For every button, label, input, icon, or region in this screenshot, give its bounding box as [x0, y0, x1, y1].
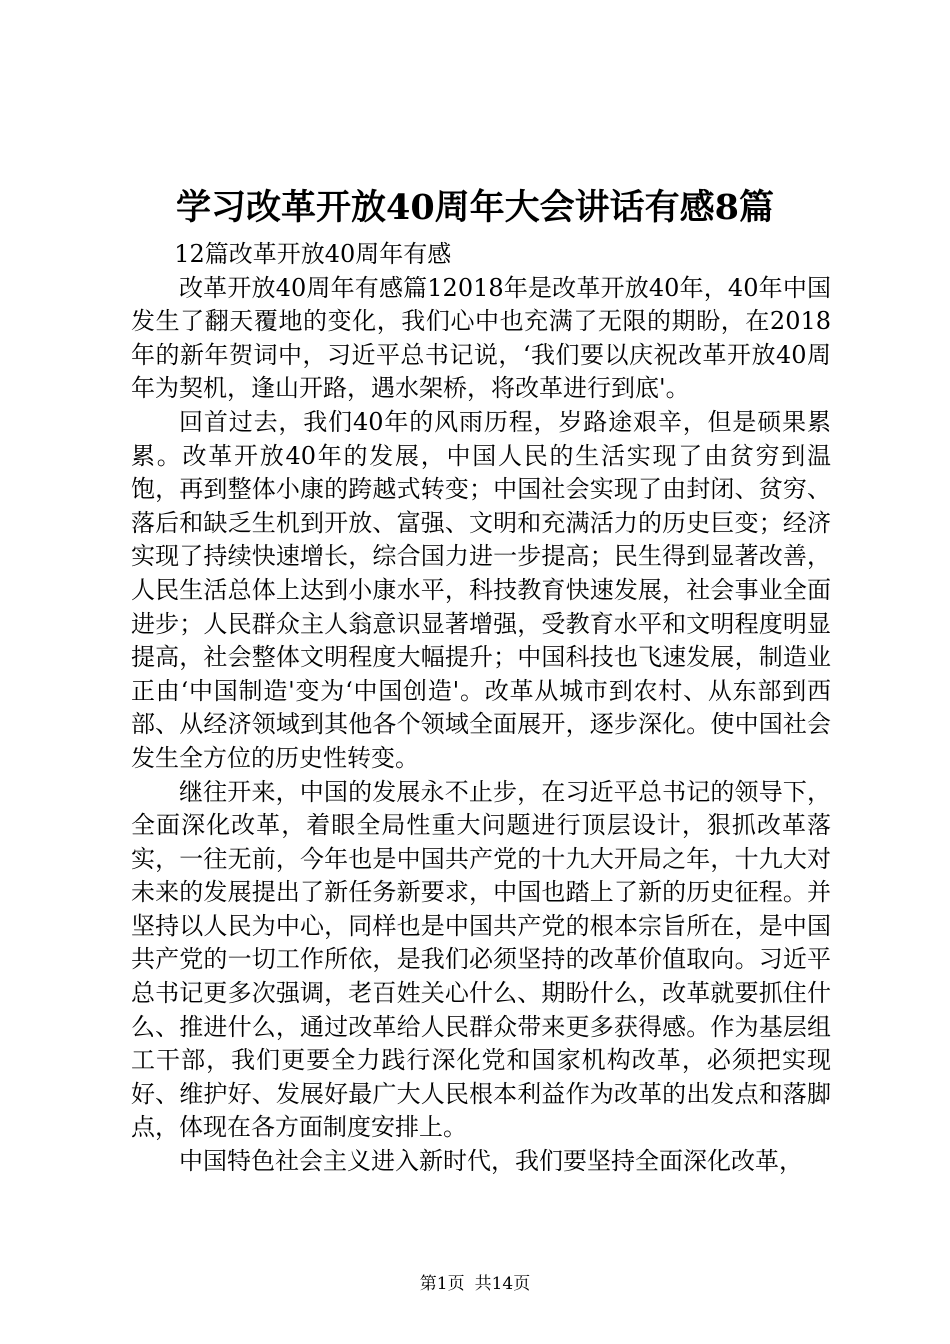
document-subtitle: 12篇改革开放40周年有感 — [174, 240, 452, 268]
paragraph-1: 改革开放40周年有感篇12018年是改革开放40年，40年中国发生了翻天覆地的变化，我们心中也充满了无限的期盼，在2018年的新年贺词中，习近平总书记说，‘我们要以庆祝改革开放40周年为契机，逢山开路，遇水架桥，将改革进行到底'。 — [131, 273, 831, 403]
document-body — [131, 238, 831, 1179]
total-pages: 共14页 — [474, 1274, 531, 1294]
document-title: 学习改革开放40周年大会讲话有感8篇 — [175, 187, 775, 228]
page-footer — [0, 1272, 950, 1296]
page-number: 第1页 — [419, 1274, 465, 1294]
paragraph-3: 继往开来，中国的发展永不止步，在习近平总书记的领导下，全面深化改革，着眼全局性重大问题进行顶层设计，狠抓改革落实，一往无前，今年也是中国共产党的十九大开局之年，十九大对未来的发展提出了新任务新要求，中国也踏上了新的历史征程。并坚持以人民为中心，同样也是中国共产党的根本宗旨所在，是中国共产党的一切工作所依，是我们必须坚持的改革价值取向。习近平总书记更多次强调，老百姓关心什么、期盼什么，改革就要抓住什么、推进什么，通过改革给人民群众带来更多获得感。作为基层组工干部，我们更要全力践行深化党和国家机构改革，必须把实现好、维护好、发展好最广大人民根本利益作为改革的出发点和落脚点，体现在各方面制度安排上。 — [131, 777, 831, 1142]
paragraph-2: 回首过去，我们40年的风雨历程，岁路途艰辛，但是硕果累累。改革开放40年的发展，中国人民的生活实现了由贫穷到温饱，再到整体小康的跨越式转变；中国社会实现了由封闭、贫穷、落后和缺乏生机到开放、富强、文明和充满活力的历史巨变；经济实现了持续快速增长，综合国力进一步提高；民生得到显著改善，人民生活总体上达到小康水平，科技教育快速发展，社会事业全面进步；人民群众主人翁意识显著增强，受教育水平和文明程度明显提高，社会整体文明程度大幅提升；中国科技也飞速发展，制造业正由‘中国制造'变为‘中国创造'。改革从城市到农村、从东部到西部、从经济领域到其他各个领域全面展开，逐步深化。使中国社会发生全方位的历史性转变。 — [131, 407, 831, 772]
paragraph-4: 中国特色社会主义进入新时代，我们要坚持全面深化改革， — [179, 1147, 803, 1176]
